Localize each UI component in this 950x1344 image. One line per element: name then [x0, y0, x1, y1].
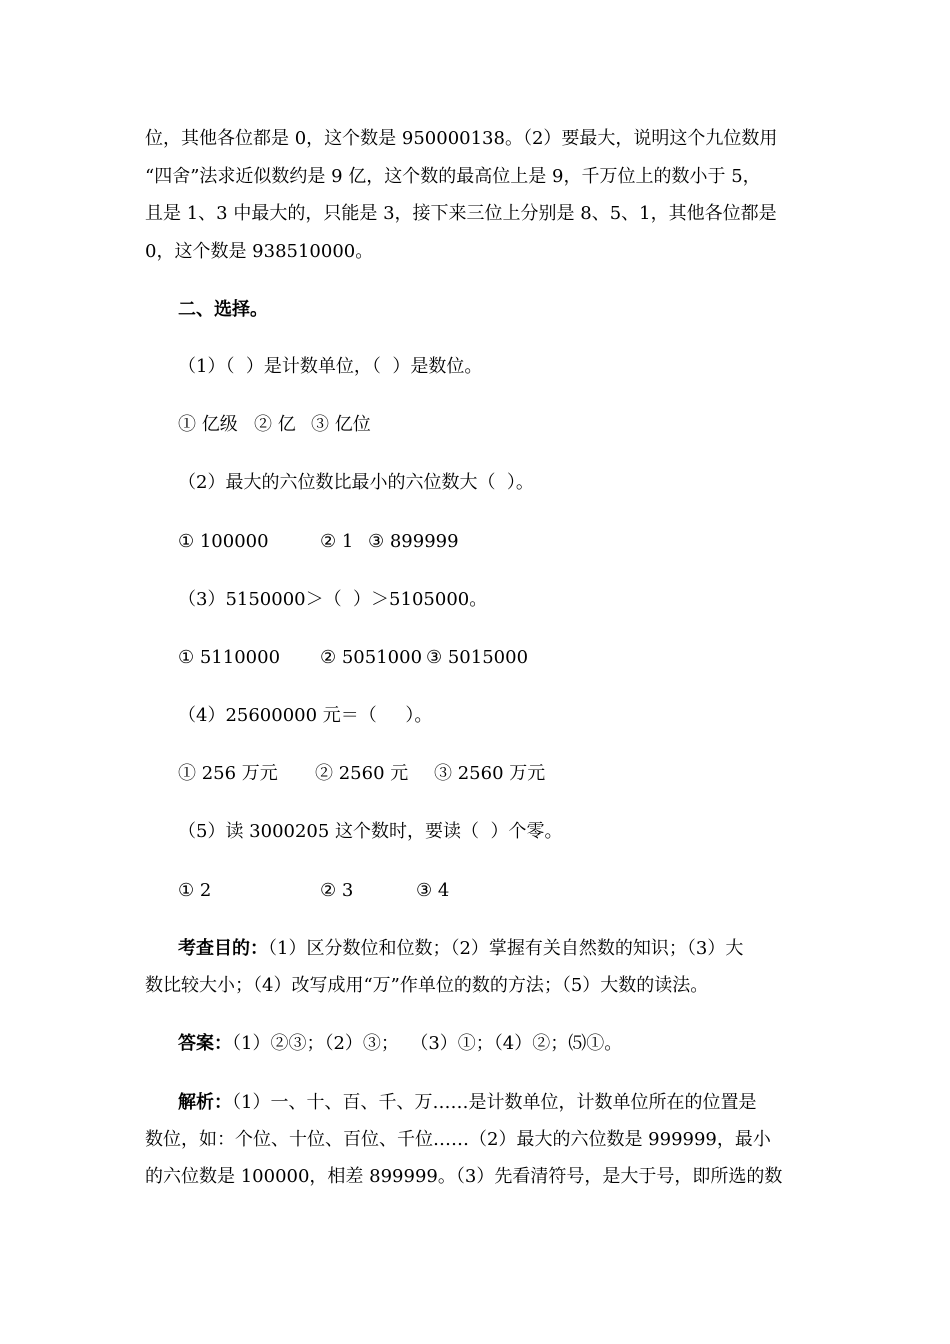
question-3-stem: （3）5150000＞（ ）＞5105000。 — [178, 589, 488, 610]
question-3-option-1: ① 5110000 — [178, 647, 281, 668]
question-4-option-3: ③ 2560 万元 — [434, 763, 546, 784]
question-1-option-2: ② 亿 — [254, 414, 296, 435]
question-4-option-2: ② 2560 元 — [315, 763, 409, 784]
question-5-stem: （5）读 3000205 这个数时，要读（ ）个零。 — [178, 821, 563, 842]
analysis-line-1 — [178, 1091, 756, 1115]
question-4-stem: （4）25600000 元＝（ ）。 — [178, 705, 433, 726]
question-3-option-2: ② 5051000 — [320, 647, 423, 668]
answer-text: （1）②③；（2）③； （3）①；（4）②；⑸①。 — [232, 1033, 623, 1054]
question-1-option-1: ① 亿级 — [178, 414, 238, 435]
question-2-option-3: ③ 899999 — [368, 531, 459, 552]
answer-line — [178, 1032, 622, 1056]
question-2-option-1: ① 100000 — [178, 531, 269, 552]
answer-label: 答案： — [178, 1033, 232, 1054]
question-5-option-2: ② 3 — [320, 880, 354, 901]
question-1-stem: （1）（ ）是计数单位，（ ）是数位。 — [178, 356, 483, 377]
analysis-label: 解析： — [178, 1092, 232, 1113]
question-5-option-3: ③ 4 — [416, 880, 450, 901]
purpose-line-2: 数比较大小；（4）改写成用“万”作单位的数的方法；（5）大数的读法。 — [145, 975, 709, 996]
purpose-label: 考查目的： — [178, 938, 268, 959]
section-heading: 二、选择。 — [178, 299, 268, 320]
analysis-line-2: 数位，如：个位、十位、百位、千位……（2）最大的六位数是 999999，最小 — [145, 1129, 771, 1150]
purpose-text-1: （1）区分数位和位数；（2）掌握有关自然数的知识；（3）大 — [268, 938, 744, 959]
analysis-line-3: 的六位数是 100000，相差 899999。（3）先看清符号，是大于号，即所选的数 — [145, 1166, 783, 1187]
question-2-option-2: ② 1 — [320, 531, 354, 552]
purpose-line-1 — [178, 937, 743, 961]
question-1-option-3: ③ 亿位 — [311, 414, 371, 435]
intro-line-2: “四舍”法求近似数约是 9 亿，这个数的最高位上是 9，千万位上的数小于 5， — [145, 166, 761, 187]
intro-line-1: 位，其他各位都是 0，这个数是 950000138。（2）要最大，说明这个九位数用 — [145, 128, 778, 149]
question-5-option-1: ① 2 — [178, 880, 212, 901]
analysis-text-1: （1）一、十、百、千、万……是计数单位，计数单位所在的位置是 — [232, 1092, 757, 1113]
question-4-option-1: ① 256 万元 — [178, 763, 278, 784]
question-3-option-3: ③ 5015000 — [426, 647, 529, 668]
question-2-stem: （2）最大的六位数比最小的六位数大（ ）。 — [178, 472, 534, 493]
intro-line-4: 0，这个数是 938510000。 — [145, 241, 374, 262]
intro-line-3: 且是 1、3 中最大的，只能是 3，接下来三位上分别是 8、5、1，其他各位都是 — [145, 203, 777, 224]
